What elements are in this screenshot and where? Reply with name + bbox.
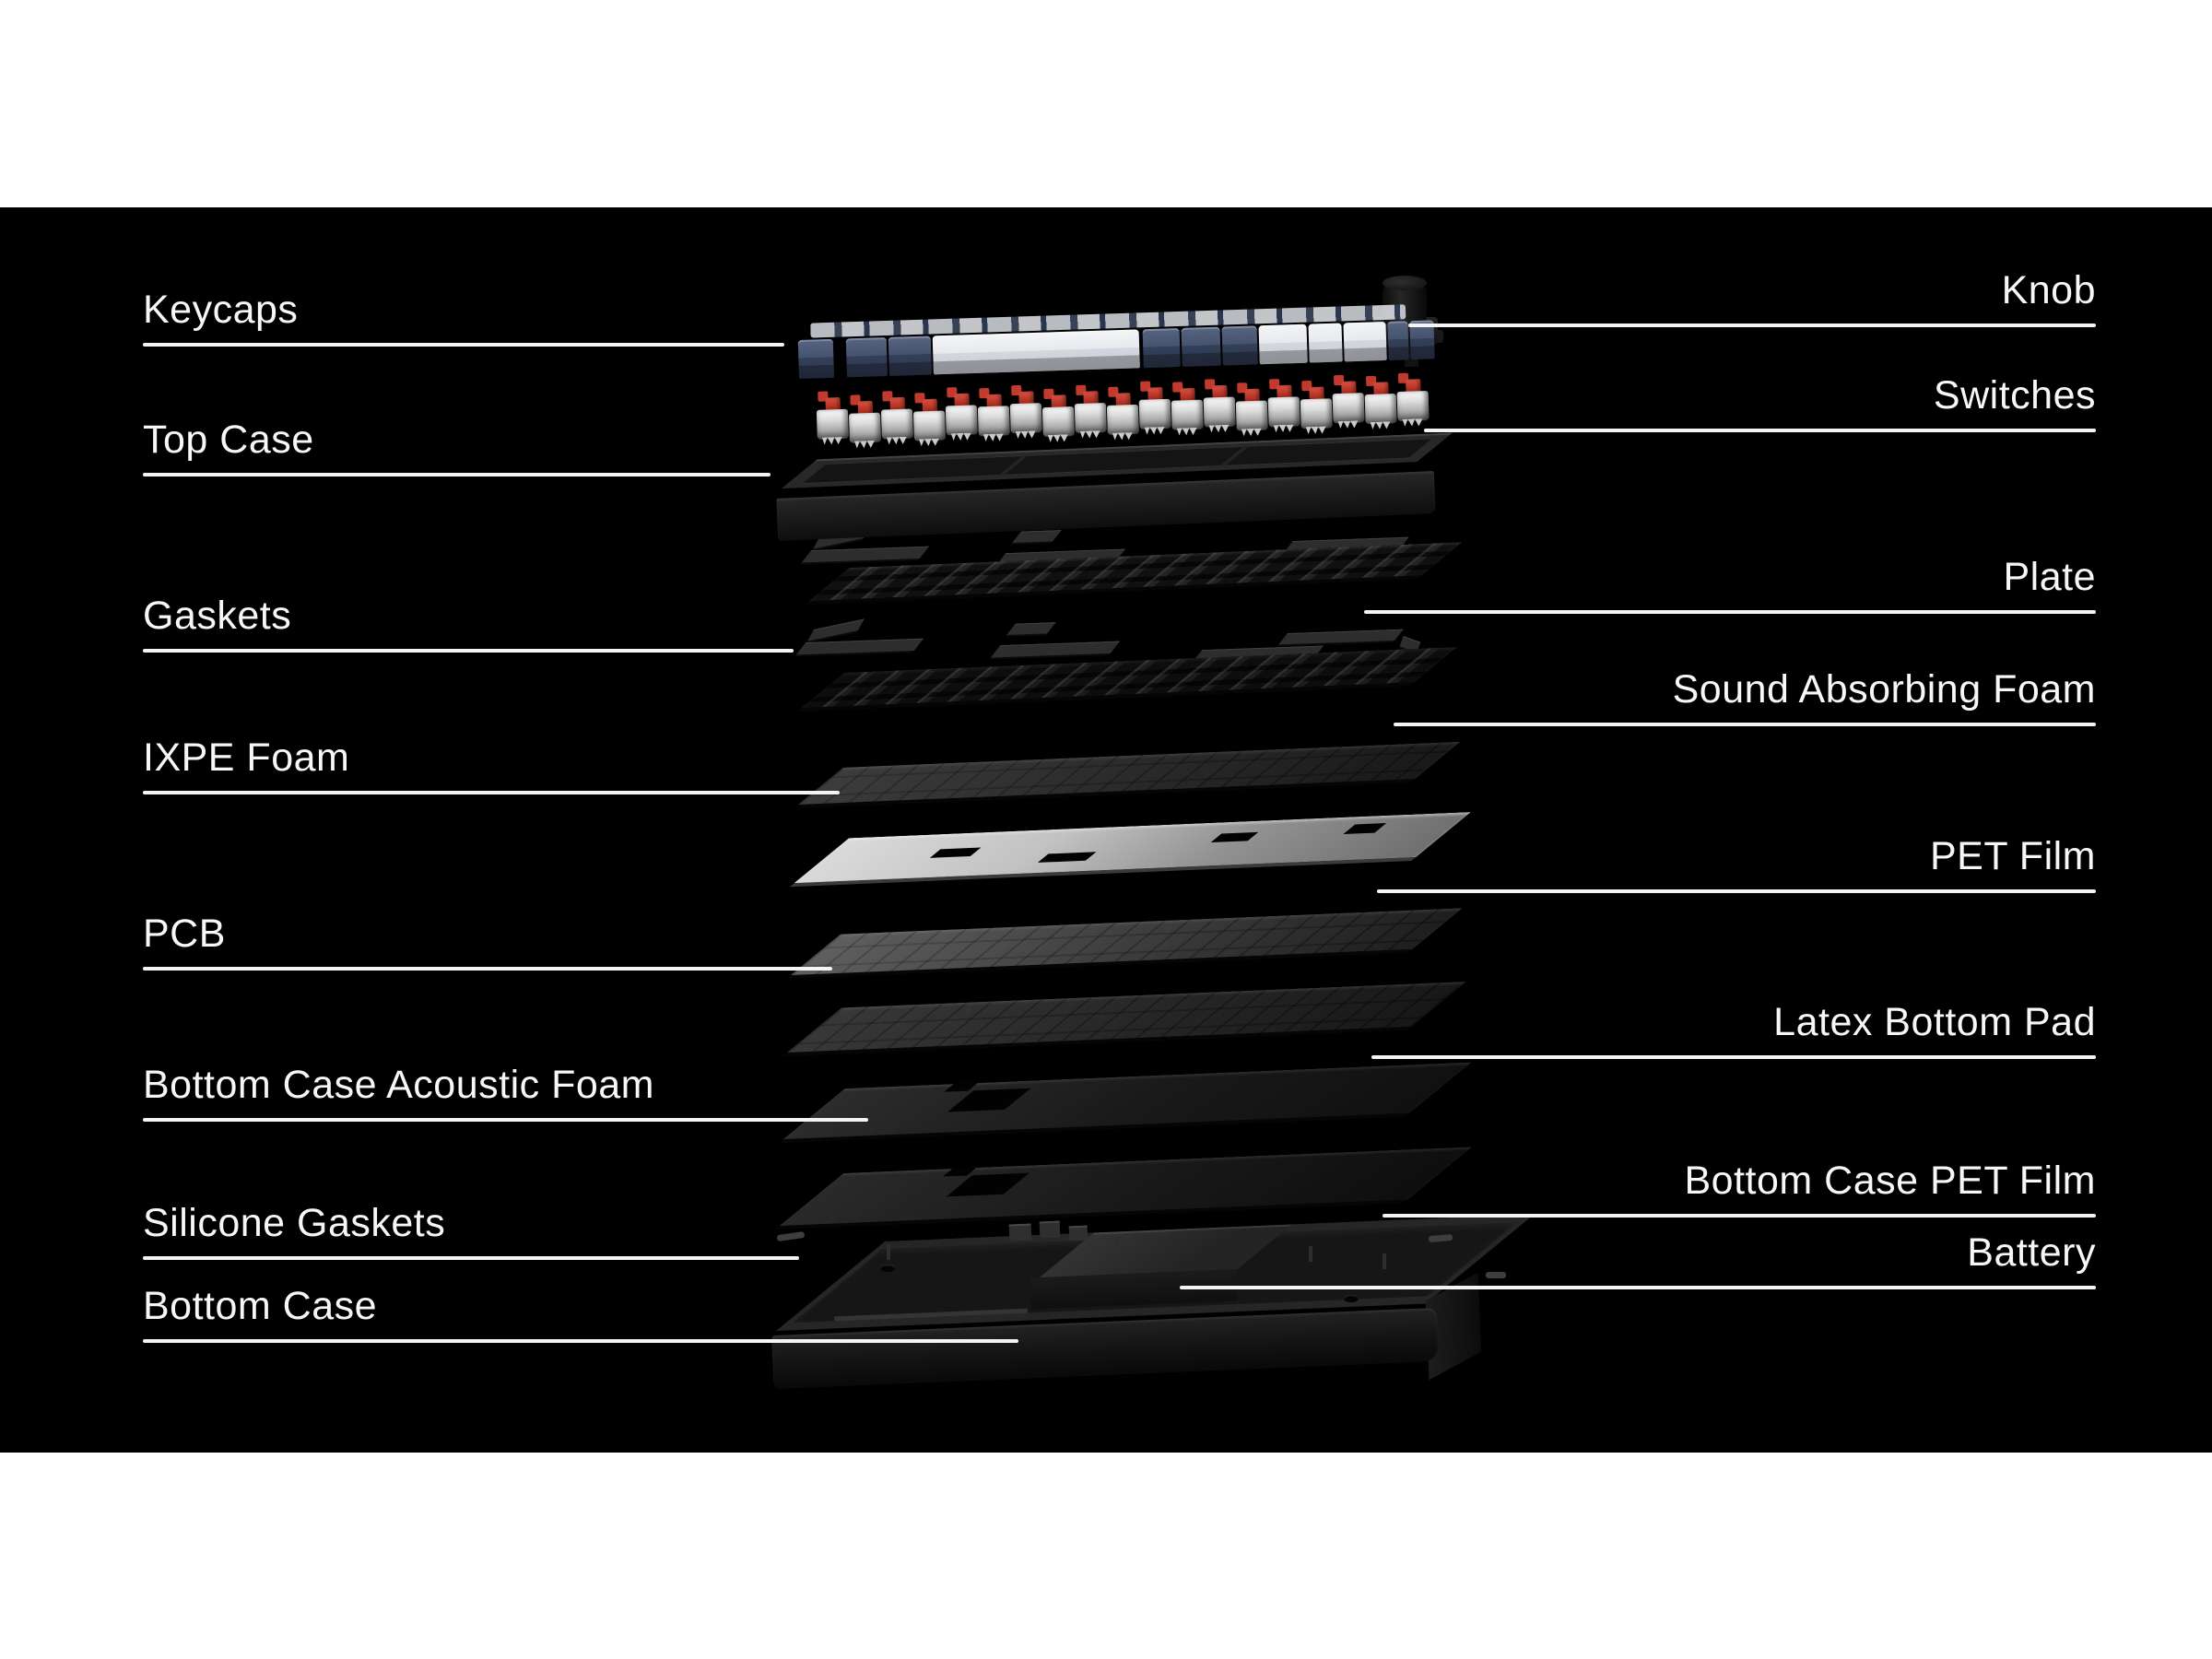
switch-housing: [946, 405, 978, 435]
label-text: Sound Absorbing Foam: [1672, 667, 2096, 712]
label-text: Bottom Case Acoustic Foam: [143, 1063, 654, 1107]
case-peg: [1115, 1237, 1119, 1253]
label-text: Plate: [2003, 555, 2096, 599]
switch-housing: [817, 409, 849, 440]
switch-housing: [978, 406, 1010, 436]
leader-line: [143, 343, 784, 347]
leader-line: [1394, 723, 2096, 726]
switch: [1203, 379, 1238, 433]
switch: [945, 386, 980, 441]
leader-line: [1180, 1286, 2096, 1289]
switch: [1074, 384, 1109, 439]
connector-block: [1009, 1224, 1032, 1241]
switch-housing: [1107, 405, 1139, 435]
label-plate: [1364, 554, 2096, 614]
keycap: [846, 337, 888, 377]
switch-housing: [1171, 400, 1204, 430]
leader-line: [143, 473, 771, 477]
switch-housing: [1139, 399, 1171, 429]
leader-line: [1382, 1214, 2096, 1218]
switch-housing: [1268, 396, 1300, 427]
label-text: Latex Bottom Pad: [1773, 1000, 2096, 1044]
switch-housing: [1365, 394, 1397, 424]
switch: [1106, 386, 1141, 441]
leader-line: [143, 1118, 868, 1122]
switch-housing: [849, 413, 881, 443]
switch: [880, 391, 915, 445]
label-text: IXPE Foam: [143, 735, 350, 780]
label-text: PCB: [143, 912, 226, 956]
switch: [1138, 381, 1173, 435]
switch-housing: [1333, 393, 1365, 423]
switch: [912, 392, 947, 446]
keycap: [1182, 327, 1221, 367]
pet-film-slot: [930, 847, 982, 857]
switch: [1235, 382, 1270, 436]
foam-cutout: [947, 1088, 1030, 1112]
switch: [977, 387, 1012, 441]
label-silicone-gaskets: [143, 1200, 799, 1260]
label-gaskets: [143, 593, 794, 653]
label-bottom-case: [143, 1283, 1018, 1343]
label-text: Silicone Gaskets: [143, 1201, 446, 1245]
label-knob: [1408, 267, 2096, 327]
keycap: [1308, 323, 1342, 362]
switch-housing: [1075, 403, 1107, 433]
switch-housing: [1010, 403, 1042, 433]
label-sound-absorbing-foam: [1394, 666, 2096, 726]
switch: [1300, 380, 1335, 434]
label-text: Switches: [1933, 373, 2096, 418]
keycap: [1387, 321, 1408, 360]
label-text: PET Film: [1930, 834, 2096, 878]
switch-housing: [1300, 398, 1333, 429]
label-pcb: [143, 911, 832, 971]
case-peg: [887, 1244, 890, 1260]
keycap: [888, 335, 932, 375]
keycap: [933, 329, 1140, 374]
label-battery: [1180, 1230, 2096, 1289]
switch: [1267, 378, 1302, 432]
connector-block: [1040, 1221, 1061, 1239]
leader-line: [143, 1256, 799, 1260]
switch-housing: [1042, 406, 1075, 437]
label-text: Battery: [1967, 1230, 2096, 1275]
pet-film-slot: [1038, 852, 1097, 863]
keycap: [1222, 325, 1258, 365]
leader-line: [1364, 610, 2096, 614]
switch: [816, 391, 851, 445]
switch-housing: [1204, 397, 1236, 428]
keycap: [798, 339, 834, 379]
label-bottom-case-acoustic-foam: [143, 1062, 868, 1122]
switch-housing: [881, 409, 913, 440]
label-text: Bottom Case PET Film: [1684, 1159, 2096, 1203]
keycap: [1258, 324, 1307, 365]
switch-housing: [913, 410, 946, 441]
film-cutout: [947, 1173, 1030, 1197]
leader-line: [1408, 324, 2096, 327]
pet-film-slot: [1211, 832, 1259, 842]
label-top-case: [143, 417, 771, 477]
leader-line: [1371, 1055, 2096, 1059]
screw-hole: [1344, 1295, 1359, 1302]
label-text: Bottom Case: [143, 1284, 378, 1328]
keycap: [1143, 328, 1181, 368]
label-ixpe-foam: [143, 735, 840, 794]
label-text: Top Case: [143, 418, 314, 462]
leader-line: [143, 967, 832, 971]
label-pet-film: [1377, 833, 2096, 893]
label-text: Gaskets: [143, 594, 292, 638]
switch: [1041, 388, 1077, 442]
switch: [1364, 375, 1399, 429]
label-text: Keycaps: [143, 288, 299, 332]
label-latex-bottom-pad: [1371, 999, 2096, 1059]
leader-line: [1377, 889, 2096, 893]
switch: [1332, 374, 1367, 429]
switch: [848, 394, 883, 449]
leader-line: [1424, 429, 2096, 432]
keycap: [1343, 322, 1386, 361]
label-text: Knob: [2001, 268, 2096, 312]
screw-hole: [880, 1265, 895, 1272]
leader-line: [143, 1339, 1018, 1343]
switch-housing: [1236, 400, 1268, 430]
label-bottom-case-pet-film: [1382, 1158, 2096, 1218]
switch: [1171, 382, 1206, 436]
leader-line: [143, 649, 794, 653]
label-keycaps: [143, 287, 784, 347]
switch: [1009, 384, 1044, 439]
leader-line: [143, 791, 840, 794]
label-switches: [1424, 372, 2096, 432]
